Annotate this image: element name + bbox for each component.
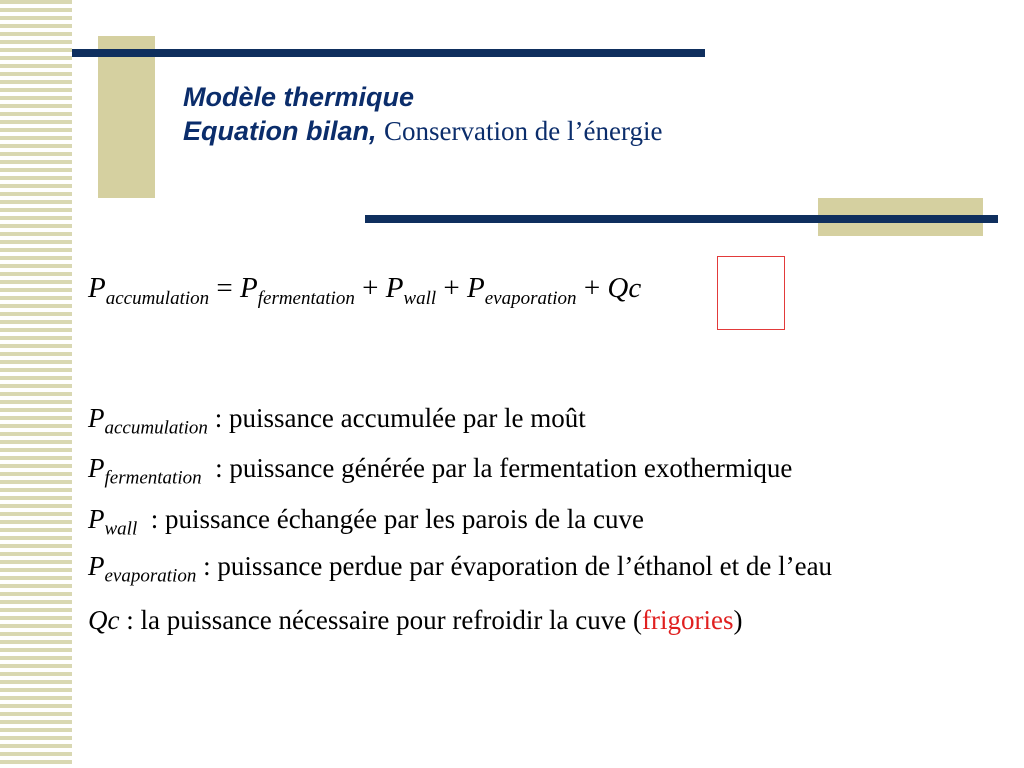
eq-sub-fermentation: fermentation xyxy=(257,287,355,309)
eq-plus-2: + xyxy=(436,272,468,304)
eq-qc: Qc xyxy=(607,272,642,304)
eq-p-wall: P xyxy=(385,272,404,304)
navy-bar-top xyxy=(72,49,705,57)
def-symbol: P xyxy=(88,503,105,534)
definition-evaporation xyxy=(88,549,988,593)
slide-title xyxy=(183,80,662,148)
def-symbol: P xyxy=(88,403,105,433)
definition-wall xyxy=(88,499,988,549)
frigories-highlight: frigories xyxy=(642,604,734,635)
def-subscript: wall xyxy=(104,518,138,540)
title-plain-part: Conservation de l’énergie xyxy=(384,116,663,146)
def-text: : puissance perdue par évaporation de l’éthanol et de l’eau xyxy=(196,551,833,582)
qc-highlight-box xyxy=(717,256,785,330)
energy-balance-equation xyxy=(88,272,641,310)
eq-sub-wall: wall xyxy=(403,287,437,309)
eq-p-fermentation: P xyxy=(240,272,258,304)
def-symbol-qc: Qc xyxy=(88,604,120,635)
def-text: : puissance générée par la fermentation exothermique xyxy=(201,453,793,484)
title-line-2 xyxy=(183,114,662,148)
def-symbol: P xyxy=(88,551,105,582)
eq-sub-evaporation: evaporation xyxy=(484,287,577,309)
definition-accumulation xyxy=(88,398,988,448)
definition-fermentation xyxy=(88,448,988,498)
def-symbol: P xyxy=(88,453,105,484)
def-text: : puissance échangée par les parois de la cuve xyxy=(137,503,645,534)
def-text-qc: : la puissance nécessaire pour refroidir la cuve ( xyxy=(119,604,643,635)
eq-equals: = xyxy=(209,272,241,304)
eq-plus-3: + xyxy=(576,272,608,304)
eq-plus-1: + xyxy=(354,272,386,304)
definitions-list xyxy=(88,398,988,641)
eq-p-accumulation: P xyxy=(88,272,106,304)
eq-sub-accumulation: accumulation xyxy=(105,287,210,309)
navy-bar-right xyxy=(365,215,998,223)
def-text: : puissance accumulée par le moût xyxy=(207,403,586,433)
title-line-1: Modèle thermique xyxy=(183,82,415,112)
def-subscript: evaporation xyxy=(104,565,197,587)
def-close-paren: ) xyxy=(733,604,743,635)
title-bold-part: Equation bilan, xyxy=(183,116,377,146)
left-stripe-decoration xyxy=(0,0,72,768)
definition-qc xyxy=(88,600,988,641)
eq-p-evaporation: P xyxy=(467,272,485,304)
def-subscript: accumulation xyxy=(104,417,208,439)
def-subscript: fermentation xyxy=(104,467,202,489)
tan-block-top xyxy=(98,36,155,198)
